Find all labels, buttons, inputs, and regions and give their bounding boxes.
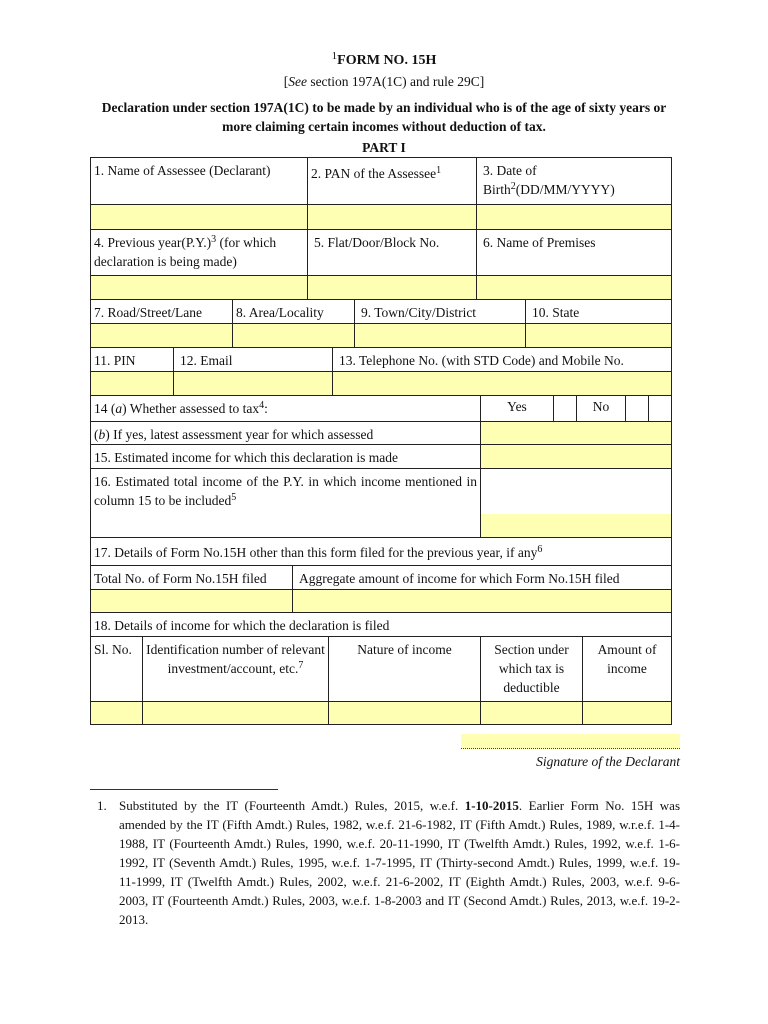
column-header-text: Sl. No. <box>94 642 132 657</box>
field-label-total-forms <box>90 566 293 590</box>
column-header-text: Identification number of relevant investment/account, etc. <box>146 642 325 676</box>
field-label-text: : <box>264 401 268 416</box>
town-input[interactable] <box>354 324 526 348</box>
footnote-mark: 7 <box>298 660 304 671</box>
dob-input[interactable] <box>476 205 672 230</box>
previous-year-input[interactable] <box>90 276 308 300</box>
field-label-text: 18. Details of income for which the declaration is filed <box>94 618 390 633</box>
signature-field[interactable] <box>461 734 680 749</box>
estimated-income-input[interactable] <box>480 445 672 469</box>
field-label-total-income <box>90 469 481 538</box>
column-header-identification <box>142 637 329 702</box>
pan-input[interactable] <box>307 205 477 230</box>
total-income-input[interactable] <box>480 514 672 538</box>
yes-checkbox[interactable] <box>553 396 577 422</box>
field-label-text: ( <box>94 427 99 442</box>
field-label-road <box>90 300 233 324</box>
field-label-text: Total No. of Form No.15H filed <box>94 571 267 586</box>
field-label-telephone <box>332 348 672 372</box>
field-label-text: 15. Estimated income for which this declaration is made <box>94 450 399 465</box>
subtitle-rest: section 197A(1C) and rule 29C] <box>306 74 485 89</box>
part-label: PART I <box>362 140 406 155</box>
field-label-flat <box>307 230 477 276</box>
road-input[interactable] <box>90 324 233 348</box>
field-label-text: 1. Name of Assessee (Declarant) <box>94 163 271 178</box>
form-title <box>0 50 768 69</box>
amount-input[interactable] <box>582 702 672 725</box>
footnote-text-bold: 1-10-2015 <box>464 798 519 813</box>
footnote-mark: 3 <box>211 234 217 245</box>
column-header-amount <box>582 637 672 702</box>
field-label-text: Birth <box>483 182 511 197</box>
footnote-text-part: Substituted by the IT (Fourteenth Amdt.) Rules, 2015, w.e.f. <box>119 798 465 813</box>
total-income-blank <box>480 469 672 515</box>
no-label <box>576 396 626 422</box>
field-label-previous-year <box>90 230 308 276</box>
field-label-estimated-income <box>90 445 481 469</box>
form-subtitle <box>0 74 768 90</box>
column-header-sl <box>90 637 143 702</box>
footnote-text <box>119 796 680 929</box>
field-label-text: (for which declaration is being made) <box>94 235 277 269</box>
nature-input[interactable] <box>328 702 481 725</box>
field-label-text: ) Whether assessed to tax <box>122 401 260 416</box>
field-label-area <box>232 300 355 324</box>
footnote-mark: 1 <box>436 165 442 176</box>
field-label-text: 4. Previous year(P.Y.) <box>94 235 212 250</box>
field-label-text: Aggregate amount of income for which Form No.15H filed <box>299 571 620 586</box>
subtitle-see: See <box>288 74 307 89</box>
field-label-assessed <box>90 396 481 422</box>
field-label-text: 16. Estimated total income of the P.Y. in which income mentioned in column 15 to be included <box>94 474 477 508</box>
field-label-text: b <box>98 427 106 442</box>
field-label-text: 17. Details of Form No.15H other than this form filed for the previous year, if any <box>94 545 538 560</box>
footnote-mark: 5 <box>231 492 237 503</box>
identification-input[interactable] <box>142 702 329 725</box>
field-label-text: ) If yes, latest assessment year for which assessed <box>105 427 374 442</box>
field-label-pan <box>307 157 477 205</box>
section-input[interactable] <box>480 702 583 725</box>
flat-input[interactable] <box>307 276 477 300</box>
field-label-town <box>354 300 526 324</box>
field-label-assessment-year <box>90 421 481 445</box>
footnote-number: 1. <box>97 798 107 813</box>
title-text: FORM NO. 15H <box>337 53 437 68</box>
telephone-input[interactable] <box>332 372 672 396</box>
email-input[interactable] <box>173 372 333 396</box>
field-label-text: 7. Road/Street/Lane <box>94 305 202 320</box>
field-label-text: 10. State <box>532 305 580 320</box>
field-label-text: 8. Area/Locality <box>236 305 324 320</box>
premises-input[interactable] <box>476 276 672 300</box>
yes-label <box>480 396 554 422</box>
footnote-mark: 6 <box>537 544 543 555</box>
column-header-text: Amount of income <box>597 642 657 676</box>
field-label-dob <box>476 157 672 205</box>
column-header-text: Nature of income <box>357 642 452 657</box>
state-input[interactable] <box>525 324 672 348</box>
name-input[interactable] <box>90 205 308 230</box>
aggregate-input[interactable] <box>292 590 672 613</box>
column-header-section <box>480 637 583 702</box>
field-label-text: 5. Flat/Door/Block No. <box>314 235 440 250</box>
field-label-text: 11. PIN <box>94 353 136 368</box>
pin-input[interactable] <box>90 372 174 396</box>
area-input[interactable] <box>232 324 355 348</box>
declaration-heading <box>0 98 768 136</box>
field-label-pin <box>90 348 174 372</box>
field-label-text: 2. PAN of the Assessee <box>311 166 437 181</box>
yes-label-text: Yes <box>507 399 527 414</box>
field-label-text: 12. Email <box>180 353 233 368</box>
field-label-text: 13. Telephone No. (with STD Code) and Mobile No. <box>339 353 624 368</box>
footnote-mark: 4 <box>259 400 265 411</box>
field-label-email <box>173 348 333 372</box>
footnote-text-part: . Earlier Form No. 15H was amended by the IT (Fifth Amdt.) Rules, 1982, w.e.f. 21-6-1982, IT (Fifth Amdt.) Rules, 1989, w.r.e.f. 1-4-1988, IT (Fourteenth Amdt.) Rules, 1990, w.e.f. 20-11-1990, IT (Twelfth Amdt.) Rules, 1992, w.e.f. 1-6-1992, IT (Seventh Amdt.) Rules, 1995, w.e.f. 1-7-1995, IT (Thirty-second Amdt.) Rules, 1999, w.e.f. 19-11-1999, IT (Twelfth Amdt.) Rules, 2002, w.e.f. 21-6-2002, IT (Eighth Amdt.) Rules, 2003, w.e.f. 9-6-2003, IT (Fourteenth Amdt.) Rules, 2003, w.e.f. 1-8-2003 and IT (Second Amdt.) Rules, 2013, w.e.f. 19-2-2013. <box>119 798 681 927</box>
spacer-cell <box>648 396 672 422</box>
field-label-text: 6. Name of Premises <box>483 235 596 250</box>
field-label-text: 9. Town/City/District <box>361 305 477 320</box>
field-label-state <box>525 300 672 324</box>
field-label-text: (DD/MM/YYYY) <box>515 182 615 197</box>
no-label-text: No <box>592 399 610 414</box>
field-label-text: 3. Date of <box>483 163 537 178</box>
total-forms-input[interactable] <box>90 590 293 613</box>
declaration-text: Declaration under section 197A(1C) to be made by an individual who is of the age of sixty years or more claiming certain incomes without deduction of tax. <box>101 100 667 134</box>
footnote-mark: 2 <box>510 181 516 192</box>
sl-input[interactable] <box>90 702 143 725</box>
field-label-text: a <box>115 401 123 416</box>
title-footnote-mark: 1 <box>331 50 338 62</box>
signature-label: Signature of the Declarant <box>536 754 680 769</box>
column-header-nature <box>328 637 481 702</box>
field-label-name <box>90 157 308 205</box>
assessment-year-input[interactable] <box>480 421 672 445</box>
field-label-other-forms <box>90 538 672 566</box>
footnote-divider <box>90 789 278 790</box>
subtitle-bracket: [ <box>283 74 289 89</box>
field-label-text: 14 ( <box>94 401 116 416</box>
field-label-aggregate <box>292 566 672 590</box>
field-label-premises <box>476 230 672 276</box>
no-checkbox[interactable] <box>625 396 649 422</box>
field-label-income-details <box>90 613 672 637</box>
column-header-text: Section under which tax is deductible <box>494 642 569 695</box>
